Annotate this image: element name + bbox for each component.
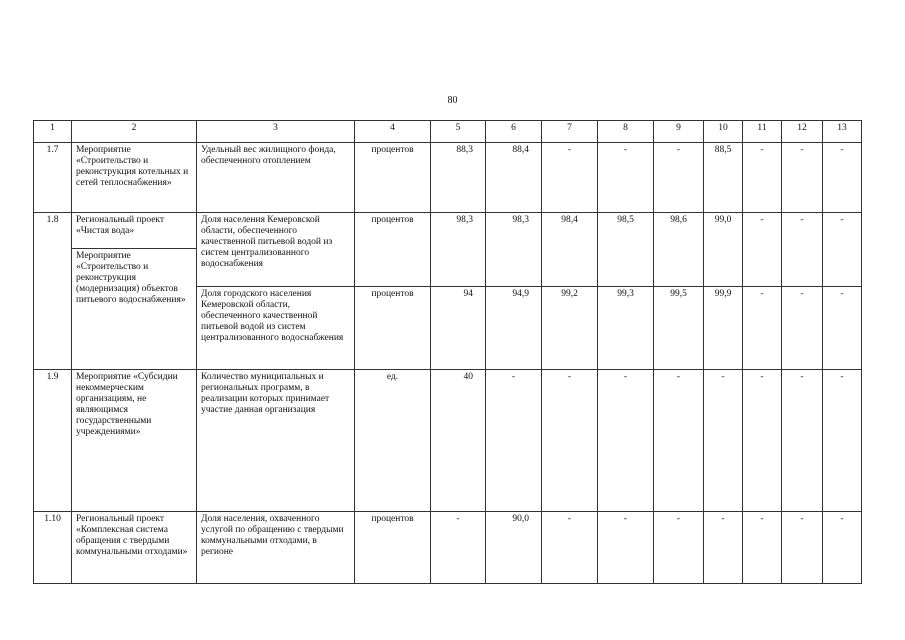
header-cell: 9	[654, 121, 704, 143]
header-cell: 2	[72, 121, 197, 143]
value-cell: -	[782, 213, 823, 287]
unit-cell: процентов	[355, 213, 431, 287]
value-cell: -	[542, 512, 598, 584]
header-cell: 3	[197, 121, 355, 143]
value-cell: -	[704, 512, 743, 584]
indicator-cell: Количество муниципальных и региональных программ, в реализации которых принимает участие данная организация	[197, 370, 355, 512]
indicator-cell: Доля населения Кемеровской области, обеспеченного качественной питьевой водой из систем централизованного водоснабжения	[197, 213, 355, 287]
value-cell: -	[654, 143, 704, 213]
indicators-table	[33, 120, 862, 584]
event-cell: Мероприятие «Строительство и реконструкция (модернизация) объектов питьевого водоснабжения»	[72, 249, 197, 370]
value-cell: -	[598, 512, 654, 584]
value-cell: 99,0	[704, 213, 743, 287]
value-cell: -	[598, 143, 654, 213]
header-cell: 7	[542, 121, 598, 143]
value-cell: -	[654, 370, 704, 512]
value-cell: -	[823, 213, 862, 287]
indicator-cell: Доля населения, охваченного услугой по обращению с твердыми коммунальными отходами, в регионе	[197, 512, 355, 584]
value-cell: -	[823, 370, 862, 512]
indicator-cell: Удельный вес жилищного фонда, обеспеченного отоплением	[197, 143, 355, 213]
table-row	[34, 370, 862, 512]
header-cell: 11	[743, 121, 782, 143]
value-cell: 90,0	[486, 512, 542, 584]
value-cell: -	[782, 370, 823, 512]
event-cell: Мероприятие «Субсидии некоммерческим организациям, не являющимся государственными учреждениями»	[72, 370, 197, 512]
row-index: 1.8	[34, 213, 72, 370]
header-cell: 10	[704, 121, 743, 143]
value-cell: 88,3	[431, 143, 486, 213]
value-cell: -	[743, 213, 782, 287]
value-cell: 99,2	[542, 287, 598, 370]
value-cell: -	[743, 287, 782, 370]
event-cell: Мероприятие «Строительство и реконструкция котельных и сетей теплоснабжения»	[72, 143, 197, 213]
value-cell: -	[542, 370, 598, 512]
event-cell: Региональный проект «Комплексная система обращения с твердыми коммунальными отходами»	[72, 512, 197, 584]
header-cell: 8	[598, 121, 654, 143]
value-cell: 98,3	[486, 213, 542, 287]
table-row	[34, 143, 862, 213]
value-cell: 99,9	[704, 287, 743, 370]
value-cell: -	[782, 287, 823, 370]
value-cell: 94	[431, 287, 486, 370]
page-number: 80	[447, 95, 458, 106]
value-cell: -	[782, 512, 823, 584]
value-cell: -	[486, 370, 542, 512]
value-cell: 98,6	[654, 213, 704, 287]
table-row	[34, 213, 862, 249]
unit-cell: ед.	[355, 370, 431, 512]
value-cell: -	[823, 512, 862, 584]
indicator-cell: Доля городского населения Кемеровской области, обеспеченного качественной питьевой водой из систем централизованного водоснабжения	[197, 287, 355, 370]
value-cell: 98,5	[598, 213, 654, 287]
table-row	[34, 512, 862, 584]
row-index: 1.10	[34, 512, 72, 584]
value-cell: -	[542, 143, 598, 213]
header-cell: 6	[486, 121, 542, 143]
value-cell: -	[782, 143, 823, 213]
header-cell: 4	[355, 121, 431, 143]
value-cell: 40	[431, 370, 486, 512]
value-cell: -	[743, 512, 782, 584]
value-cell: -	[431, 512, 486, 584]
value-cell: -	[743, 143, 782, 213]
value-cell: 98,4	[542, 213, 598, 287]
value-cell: -	[704, 370, 743, 512]
row-index: 1.9	[34, 370, 72, 512]
header-row	[34, 121, 862, 143]
header-cell: 13	[823, 121, 862, 143]
unit-cell: процентов	[355, 512, 431, 584]
value-cell: -	[598, 370, 654, 512]
value-cell: 88,4	[486, 143, 542, 213]
project-cell: Региональный проект «Чистая вода»	[72, 213, 197, 249]
value-cell: -	[823, 287, 862, 370]
header-cell: 5	[431, 121, 486, 143]
row-index: 1.7	[34, 143, 72, 213]
value-cell: -	[654, 512, 704, 584]
value-cell: -	[743, 370, 782, 512]
value-cell: -	[823, 143, 862, 213]
value-cell: 98,3	[431, 213, 486, 287]
value-cell: 99,3	[598, 287, 654, 370]
header-cell: 1	[34, 121, 72, 143]
unit-cell: процентов	[355, 143, 431, 213]
header-cell: 12	[782, 121, 823, 143]
value-cell: 99,5	[654, 287, 704, 370]
value-cell: 94,9	[486, 287, 542, 370]
value-cell: 88,5	[704, 143, 743, 213]
unit-cell: процентов	[355, 287, 431, 370]
